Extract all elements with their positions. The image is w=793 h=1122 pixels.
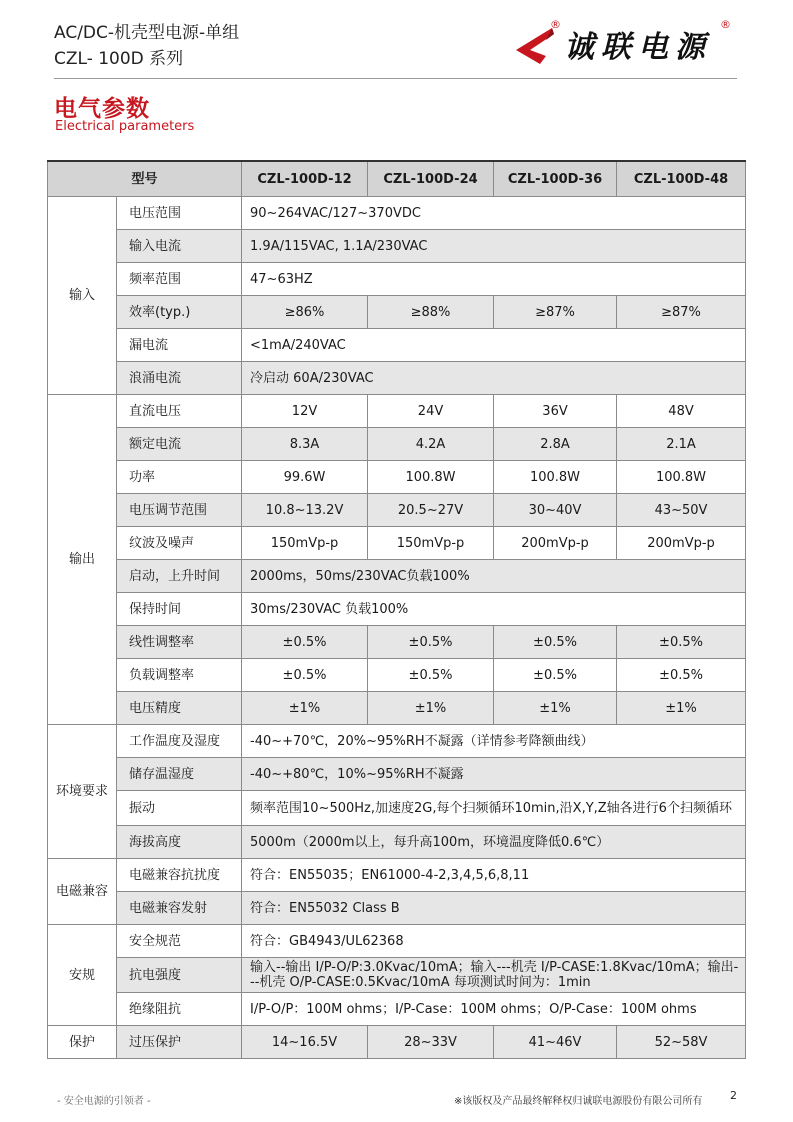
param-value: 100.8W <box>617 461 746 494</box>
header-line-2: CZL- 100D 系列 <box>54 49 184 69</box>
param-value: ±1% <box>617 692 746 725</box>
param-label: 电压调节范围 <box>117 494 242 527</box>
group-label: 输入 <box>48 197 117 395</box>
header-divider <box>54 78 737 79</box>
param-value: 36V <box>494 395 617 428</box>
table-row <box>48 826 746 859</box>
param-label: 直流电压 <box>117 395 242 428</box>
footer-slogan: - 安全电源的引领者 - <box>57 1096 151 1107</box>
table-header-row <box>48 161 746 197</box>
table-row <box>48 892 746 925</box>
table-row <box>48 692 746 725</box>
group-label: 安规 <box>48 925 117 1026</box>
param-value: 8.3A <box>242 428 368 461</box>
table-row <box>48 329 746 362</box>
document-header <box>54 20 239 72</box>
footer-copyright: ※该版权及产品最终解释权归诚联电源股份有限公司所有 <box>454 1096 703 1107</box>
param-value: 200mVp-p <box>617 527 746 560</box>
table-row <box>48 758 746 791</box>
table-row <box>48 362 746 395</box>
table-row <box>48 925 746 958</box>
company-logo <box>512 18 742 68</box>
param-value: ±0.5% <box>494 659 617 692</box>
table-row <box>48 626 746 659</box>
param-label: 电磁兼容抗扰度 <box>117 859 242 892</box>
param-value: 2.8A <box>494 428 617 461</box>
param-value: 10.8~13.2V <box>242 494 368 527</box>
header-line-1: AC/DC-机壳型电源-单组 <box>54 23 240 43</box>
param-value: 99.6W <box>242 461 368 494</box>
table-row <box>48 395 746 428</box>
param-value: 符合：EN55035；EN61000-4-2,3,4,5,6,8,11 <box>242 859 746 892</box>
param-value: 4.2A <box>368 428 494 461</box>
param-value: ±1% <box>368 692 494 725</box>
param-value: 输入--输出 I/P-O/P:3.0Kvac/10mA；输入---机壳 I/P-CASE:1.8Kvac/10mA；输出---机壳 O/P-CASE:0.5Kvac/10mA 每项测试时间为：1min <box>242 958 746 993</box>
param-value: 20.5~27V <box>368 494 494 527</box>
model-column-header: CZL-100D-36 <box>494 161 617 197</box>
param-value: 2000ms，50ms/230VAC负载100% <box>242 560 746 593</box>
table-row <box>48 296 746 329</box>
param-label: 电压精度 <box>117 692 242 725</box>
param-value: 47~63HZ <box>242 263 746 296</box>
param-value: 100.8W <box>368 461 494 494</box>
table-row <box>48 494 746 527</box>
param-label: 安全规范 <box>117 925 242 958</box>
registered-mark: ® <box>720 18 731 31</box>
param-value: ±0.5% <box>617 626 746 659</box>
group-label: 保护 <box>48 1026 117 1059</box>
param-value: ±1% <box>242 692 368 725</box>
param-label: 电压范围 <box>117 197 242 230</box>
param-value: <1mA/240VAC <box>242 329 746 362</box>
param-value: ±0.5% <box>368 626 494 659</box>
logo-text: 诚联电源 <box>564 30 712 65</box>
param-value: 频率范围10~500Hz,加速度2G,每个扫频循环10min,沿X,Y,Z轴各进行6个扫频循环 <box>242 791 746 826</box>
param-value: 30ms/230VAC 负载100% <box>242 593 746 626</box>
model-column-header: CZL-100D-12 <box>242 161 368 197</box>
param-label: 功率 <box>117 461 242 494</box>
table-row <box>48 958 746 993</box>
param-label: 启动，上升时间 <box>117 560 242 593</box>
table-row <box>48 659 746 692</box>
param-value: 48V <box>617 395 746 428</box>
param-value: ≥88% <box>368 296 494 329</box>
group-label: 电磁兼容 <box>48 859 117 925</box>
param-value: 52~58V <box>617 1026 746 1059</box>
param-label: 负载调整率 <box>117 659 242 692</box>
param-value: ±0.5% <box>242 659 368 692</box>
param-value: 24V <box>368 395 494 428</box>
param-value: 符合：GB4943/UL62368 <box>242 925 746 958</box>
param-label: 绝缘阻抗 <box>117 993 242 1026</box>
param-label: 抗电强度 <box>117 958 242 993</box>
param-value: ±0.5% <box>617 659 746 692</box>
spec-table <box>47 160 746 1059</box>
param-value: ±1% <box>494 692 617 725</box>
param-value: ±0.5% <box>368 659 494 692</box>
param-value: 43~50V <box>617 494 746 527</box>
table-row <box>48 197 746 230</box>
param-value: ±0.5% <box>494 626 617 659</box>
table-row <box>48 263 746 296</box>
param-label: 储存温湿度 <box>117 758 242 791</box>
param-value: 14~16.5V <box>242 1026 368 1059</box>
param-value: ≥87% <box>494 296 617 329</box>
table-row <box>48 527 746 560</box>
param-value: -40~+80℃，10%~95%RH不凝露 <box>242 758 746 791</box>
model-column-header: CZL-100D-24 <box>368 161 494 197</box>
param-value: ±0.5% <box>242 626 368 659</box>
param-value: 1.9A/115VAC, 1.1A/230VAC <box>242 230 746 263</box>
param-label: 电磁兼容发射 <box>117 892 242 925</box>
param-label: 效率(typ.) <box>117 296 242 329</box>
page-number: 2 <box>730 1089 737 1102</box>
param-value: 冷启动 60A/230VAC <box>242 362 746 395</box>
param-value: ≥86% <box>242 296 368 329</box>
param-label: 过压保护 <box>117 1026 242 1059</box>
param-label: 漏电流 <box>117 329 242 362</box>
table-row <box>48 859 746 892</box>
param-value: 90~264VAC/127~370VDC <box>242 197 746 230</box>
table-row <box>48 725 746 758</box>
param-label: 工作温度及湿度 <box>117 725 242 758</box>
param-label: 浪涌电流 <box>117 362 242 395</box>
param-value: 28~33V <box>368 1026 494 1059</box>
param-label: 频率范围 <box>117 263 242 296</box>
table-row <box>48 1026 746 1059</box>
param-label: 振动 <box>117 791 242 826</box>
table-row <box>48 791 746 826</box>
param-value: 30~40V <box>494 494 617 527</box>
param-value: ≥87% <box>617 296 746 329</box>
table-row <box>48 461 746 494</box>
param-label: 线性调整率 <box>117 626 242 659</box>
param-value: -40~+70℃，20%~95%RH不凝露（详情参考降额曲线） <box>242 725 746 758</box>
param-value: 符合：EN55032 Class B <box>242 892 746 925</box>
section-title: 电气参数 <box>54 96 150 122</box>
param-label: 保持时间 <box>117 593 242 626</box>
param-label: 纹波及噪声 <box>117 527 242 560</box>
table-row <box>48 428 746 461</box>
table-row <box>48 230 746 263</box>
param-value: 200mVp-p <box>494 527 617 560</box>
param-value: 2.1A <box>617 428 746 461</box>
registered-mark: ® <box>550 18 561 31</box>
param-value: 5000m（2000m以上，每升高100m，环境温度降低0.6℃） <box>242 826 746 859</box>
table-row <box>48 993 746 1026</box>
param-value: I/P-O/P：100M ohms；I/P-Case：100M ohms；O/P-Case：100M ohms <box>242 993 746 1026</box>
param-label: 海拔高度 <box>117 826 242 859</box>
group-label: 输出 <box>48 395 117 725</box>
model-column-header: CZL-100D-48 <box>617 161 746 197</box>
section-subtitle: Electrical parameters <box>55 119 195 134</box>
param-value: 41~46V <box>494 1026 617 1059</box>
param-label: 额定电流 <box>117 428 242 461</box>
logo-mark-icon <box>512 26 558 66</box>
param-value: 12V <box>242 395 368 428</box>
param-value: 150mVp-p <box>368 527 494 560</box>
table-row <box>48 593 746 626</box>
model-header: 型号 <box>48 161 242 197</box>
group-label: 环境要求 <box>48 725 117 859</box>
param-value: 150mVp-p <box>242 527 368 560</box>
table-row <box>48 560 746 593</box>
param-value: 100.8W <box>494 461 617 494</box>
param-label: 输入电流 <box>117 230 242 263</box>
